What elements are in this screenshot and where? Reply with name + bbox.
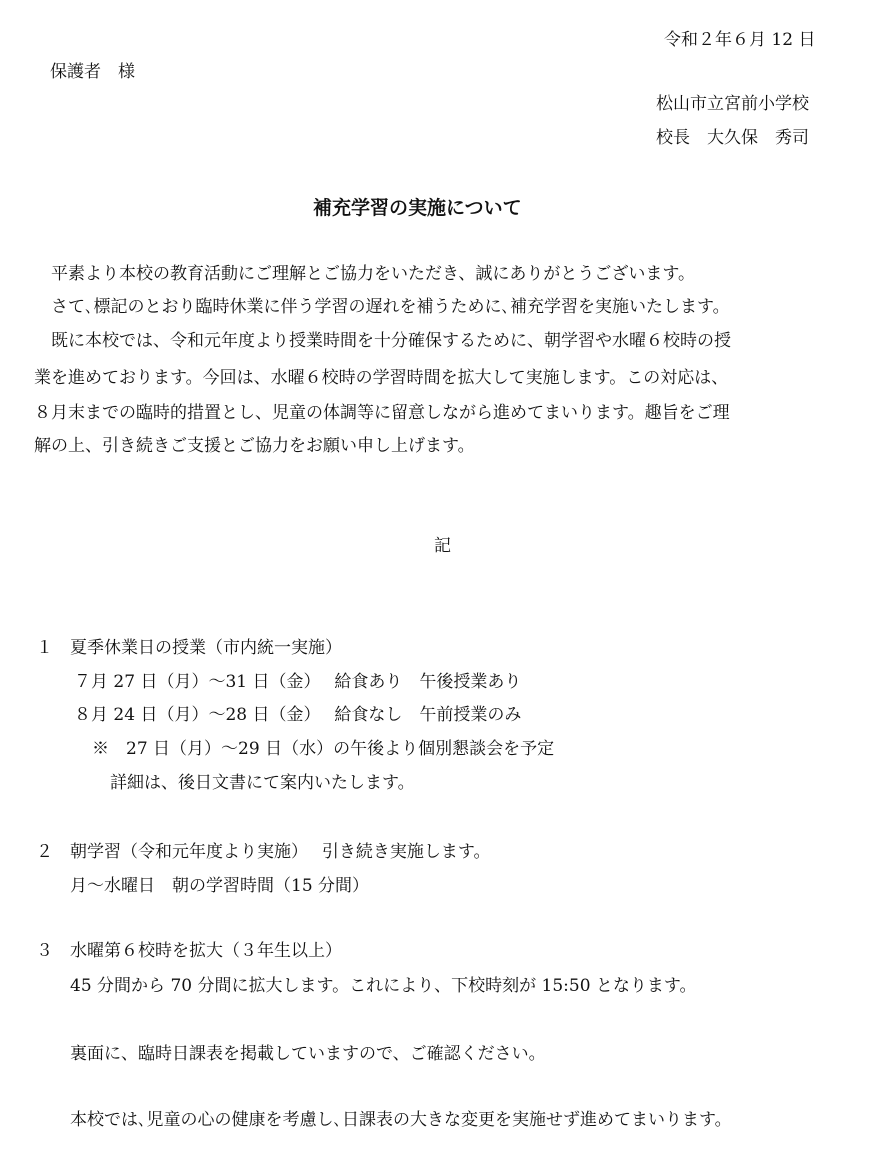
document-title: 補充学習の実施について (313, 197, 522, 219)
item-number: ３ (36, 941, 53, 961)
body-line: 既に本校では、令和元年度より授業時間を十分確保するために、朝学習や水曜６校時の授 (34, 331, 731, 351)
school-name: 松山市立宮前小学校 (656, 94, 809, 114)
issue-date: 令和２年６月 12 日 (664, 30, 816, 50)
item-heading: 夏季休業日の授業（市内統一実施） (70, 638, 342, 658)
closing-note: 本校では､児童の心の健康を考慮し､日課表の大きな変更を実施せず進めてまいります。 (70, 1110, 732, 1130)
item-detail: 月～水曜日 朝の学習時間（15 分間） (70, 876, 370, 896)
body-line: 平素より本校の教育活動にご理解とご協力をいただき、誠にありがとうございます。 (34, 264, 695, 284)
body-line: 解の上、引き続きご支援とご協力をお願い申し上げます。 (34, 436, 475, 456)
schedule-note: ※ 27 日（月）～29 日（水）の午後より個別懇談会を予定 (92, 739, 555, 759)
back-side-note: 裏面に、臨時日課表を掲載していますので、ご確認ください。 (70, 1044, 546, 1064)
item-number: ２ (36, 842, 53, 862)
item-detail: 45 分間から 70 分間に拡大します。これにより、下校時刻が 15:50 となります。 (70, 976, 697, 996)
recipient: 保護者 様 (50, 62, 135, 82)
principal-name: 校長 大久保 秀司 (656, 128, 809, 148)
schedule-note: 詳細は、後日文書にて案内いたします。 (110, 773, 415, 793)
item-heading: 朝学習（令和元年度より実施） 引き続き実施します。 (70, 842, 491, 862)
ki-marker: 記 (434, 536, 451, 556)
item-heading: 水曜第６校時を拡大（３年生以上） (70, 941, 342, 961)
schedule-row: ８月 24 日（月）～28 日（金） 給食なし 午前授業のみ (74, 705, 522, 725)
body-line: 業を進めております。今回は、水曜６校時の学習時間を拡大して実施します。この対応は、 (34, 368, 729, 388)
body-line: ８月末までの臨時的措置とし、児童の体調等に留意しながら進めてまいります。趣旨をご理 (34, 403, 730, 423)
schedule-row: ７月 27 日（月）～31 日（金） 給食あり 午後授業あり (74, 672, 522, 692)
body-line: さて､標記のとおり臨時休業に伴う学習の遅れを補うために､補充学習を実施いたします。 (34, 297, 730, 317)
item-number: １ (36, 638, 53, 658)
